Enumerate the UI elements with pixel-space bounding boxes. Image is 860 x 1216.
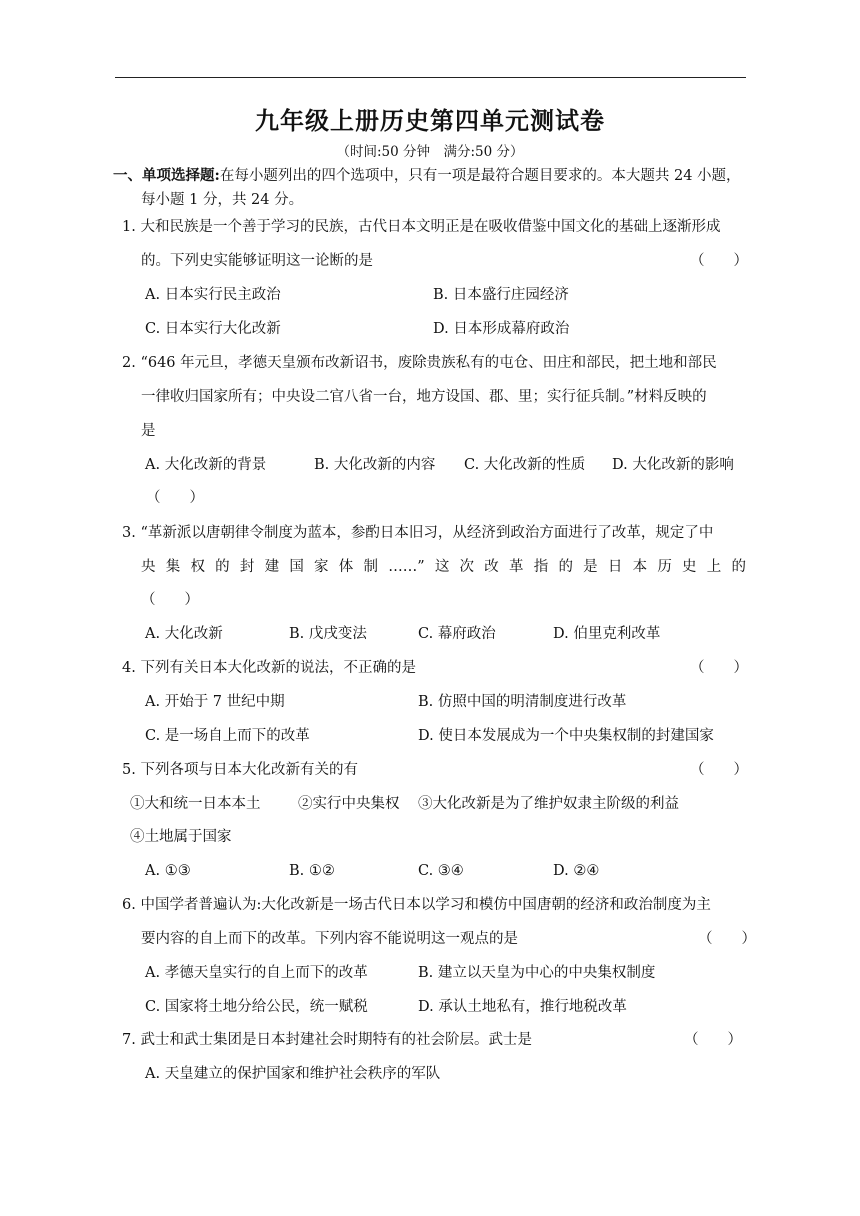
section-instruction-2: 每小题 1 分，共 24 分。 (141, 192, 304, 208)
section-heading: 一、单项选择题: (113, 167, 220, 184)
q5-answer-paren: （ ） (690, 762, 748, 778)
q1-option-c: C. 日本实行大化改新 (145, 321, 281, 337)
q2-stem-line-3: 是 (141, 423, 156, 439)
q5-stem-line-1: 5. 下列各项与日本大化改新有关的有 (122, 762, 358, 778)
q5-option-a: A. ①③ (145, 863, 191, 879)
page-title: 九年级上册历史第四单元测试卷 (255, 106, 605, 135)
q6-option-d: D. 承认土地私有，推行地税改革 (418, 999, 627, 1015)
q7-stem-line-1: 7. 武士和武士集团是日本封建社会时期特有的社会阶层。武士是 (122, 1032, 532, 1048)
q2-option-d: D. 大化改新的影响 (612, 457, 734, 473)
q6-answer-paren: （ ） (698, 931, 756, 947)
q6-stem-line-2: 要内容的自上而下的改革。下列内容不能说明这一观点的是 (141, 931, 518, 947)
q4-stem-line-1: 4. 下列有关日本大化改新的说法，不正确的是 (122, 660, 416, 676)
q6-option-b: B. 建立以天皇为中心的中央集权制度 (418, 965, 656, 981)
q3-option-c: C. 幕府政治 (418, 626, 496, 642)
q1-option-a: A. 日本实行民主政治 (145, 287, 281, 303)
q5-option-b: B. ①② (289, 863, 335, 879)
q3-answer-paren: （ ） (141, 592, 199, 608)
q5-item-3: ③大化改新是为了维护奴隶主阶级的利益 (418, 796, 679, 812)
section-instruction-line-1 (113, 166, 741, 186)
q4-option-d: D. 使日本发展成为一个中央集权制的封建国家 (418, 728, 714, 744)
q4-option-b: B. 仿照中国的明清制度进行改革 (418, 694, 627, 710)
q2-stem-line-1: 2. “646 年元旦，孝德天皇颁布改新诏书，废除贵族私有的屯仓、田庄和部民，把土地和部民 (122, 355, 717, 371)
q1-stem-line-2: 的。下列史实能够证明这一论断的是 (141, 253, 373, 269)
q2-option-a: A. 大化改新的背景 (145, 457, 267, 473)
q5-item-2: ②实行中央集权 (298, 796, 400, 812)
q5-item-1: ①大和统一日本本土 (130, 796, 261, 812)
q3-option-d: D. 伯里克利改革 (553, 626, 661, 642)
q5-item-4: ④土地属于国家 (130, 829, 232, 845)
section-instruction-1: 在每小题列出的四个选项中，只有一项是最符合题目要求的。本大题共 24 小题， (219, 168, 741, 184)
q2-answer-paren: （ ） (146, 490, 204, 506)
q5-option-c: C. ③④ (418, 863, 464, 879)
q4-option-c: C. 是一场自上而下的改革 (145, 728, 310, 744)
q3-option-a: A. 大化改新 (145, 626, 223, 642)
q1-stem-line-1: 1. 大和民族是一个善于学习的民族，古代日本文明正是在吸收借鉴中国文化的基础上逐渐形成 (122, 219, 721, 235)
q4-option-a: A. 开始于 7 世纪中期 (145, 694, 285, 710)
q1-option-b: B. 日本盛行庄园经济 (433, 287, 569, 303)
q1-answer-paren: （ ） (690, 253, 748, 269)
q7-answer-paren: （ ） (684, 1032, 742, 1048)
q7-option-a: A. 天皇建立的保护国家和维护社会秩序的军队 (145, 1066, 441, 1082)
q6-stem-line-1: 6. 中国学者普遍认为:大化改新是一场古代日本以学习和模仿中国唐朝的经济和政治制度为主 (122, 897, 711, 913)
q5-option-d: D. ②④ (553, 863, 600, 879)
q1-option-d: D. 日本形成幕府政治 (433, 321, 570, 337)
q2-option-b: B. 大化改新的内容 (314, 457, 436, 473)
page-subtitle: （时间:50 分钟 满分:50 分） (336, 144, 524, 160)
q6-option-c: C. 国家将土地分给公民，统一赋税 (145, 999, 368, 1015)
header-rule (115, 77, 746, 78)
q4-answer-paren: （ ） (690, 660, 748, 676)
q2-stem-line-2: 一律收归国家所有；中央设二官八省一台，地方设国、郡、里；实行征兵制。”材料反映的 (141, 389, 707, 405)
q3-stem-line-2: 央集权的封建国家体制……”这次改革指的是日本历史上的 (141, 559, 746, 575)
q6-option-a: A. 孝德天皇实行的自上而下的改革 (145, 965, 368, 981)
q3-option-b: B. 戊戌变法 (289, 626, 367, 642)
q2-option-c: C. 大化改新的性质 (464, 457, 586, 473)
q3-stem-line-1: 3. “革新派以唐朝律令制度为蓝本，参酌日本旧习，从经济到政治方面进行了改革，规定了中 (122, 525, 714, 541)
